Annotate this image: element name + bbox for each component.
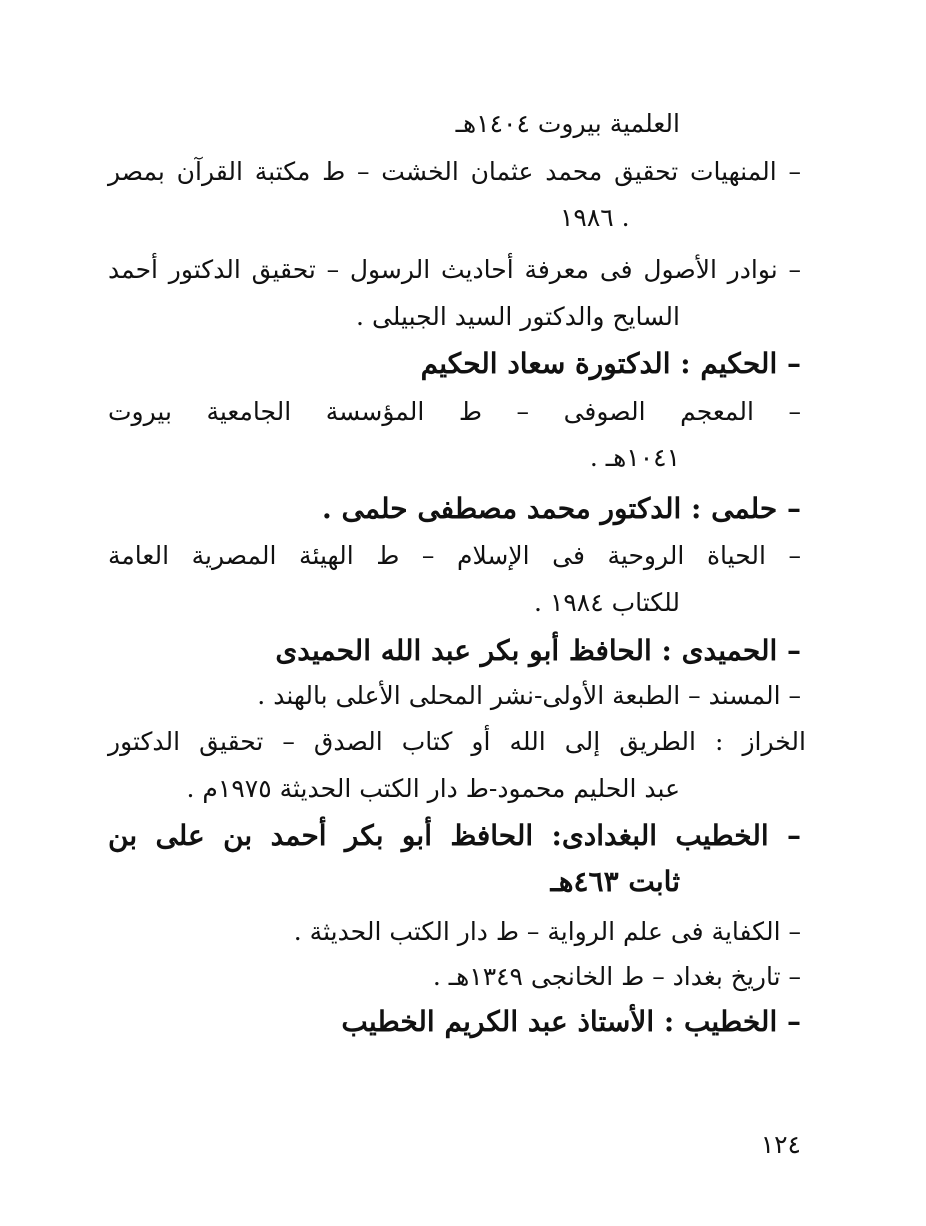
author-heading: – الخطيب البغدادى: الحافظ أبو بكر أحمد بن على بن [108, 819, 801, 852]
text-line: العلمية بيروت ١٤٠٤هـ [455, 109, 680, 138]
text-line: – تاريخ بغداد – ط الخانجى ١٣٤٩هـ . [432, 962, 801, 991]
text-line: للكتاب ١٩٨٤ . [534, 588, 680, 617]
author-heading: ثابت ٤٦٣هـ [550, 865, 680, 898]
text-line: الخراز : الطريق إلى الله أو كتاب الصدق – تحقيق الدكتور [108, 727, 806, 756]
author-heading: – حلمى : الدكتور محمد مصطفى حلمى . [321, 492, 801, 525]
text-line: – المنهيات تحقيق محمد عثمان الخشت – ط مكتبة القرآن بمصر [108, 157, 801, 186]
text-line: السايح والدكتور السيد الجبيلى . [356, 302, 680, 331]
text-line: – الحياة الروحية فى الإسلام – ط الهيئة المصرية العامة [108, 541, 801, 570]
text-line: ١٩٨٦ . [560, 203, 630, 232]
text-line: عبد الحليم محمود-ط دار الكتب الحديثة ١٩٧٥م . [186, 774, 680, 803]
author-heading: – الخطيب : الأستاذ عبد الكريم الخطيب [341, 1005, 801, 1038]
text-line: ١٠٤١هـ . [589, 443, 680, 472]
text-line: – الكفاية فى علم الرواية – ط دار الكتب الحديثة . [293, 917, 801, 946]
text-line: – المعجم الصوفى – ط المؤسسة الجامعية بيروت [108, 397, 801, 426]
text-line: – نوادر الأصول فى معرفة أحاديث الرسول – تحقيق الدكتور أحمد [108, 255, 801, 284]
author-heading: – الحميدى : الحافظ أبو بكر عبد الله الحميدى [275, 634, 801, 667]
page-number: ١٢٤ [760, 1130, 801, 1159]
author-heading: – الحكيم : الدكتورة سعاد الحكيم [420, 347, 801, 380]
text-line: – المسند – الطبعة الأولى-نشر المحلى الأعلى بالهند . [257, 681, 801, 710]
